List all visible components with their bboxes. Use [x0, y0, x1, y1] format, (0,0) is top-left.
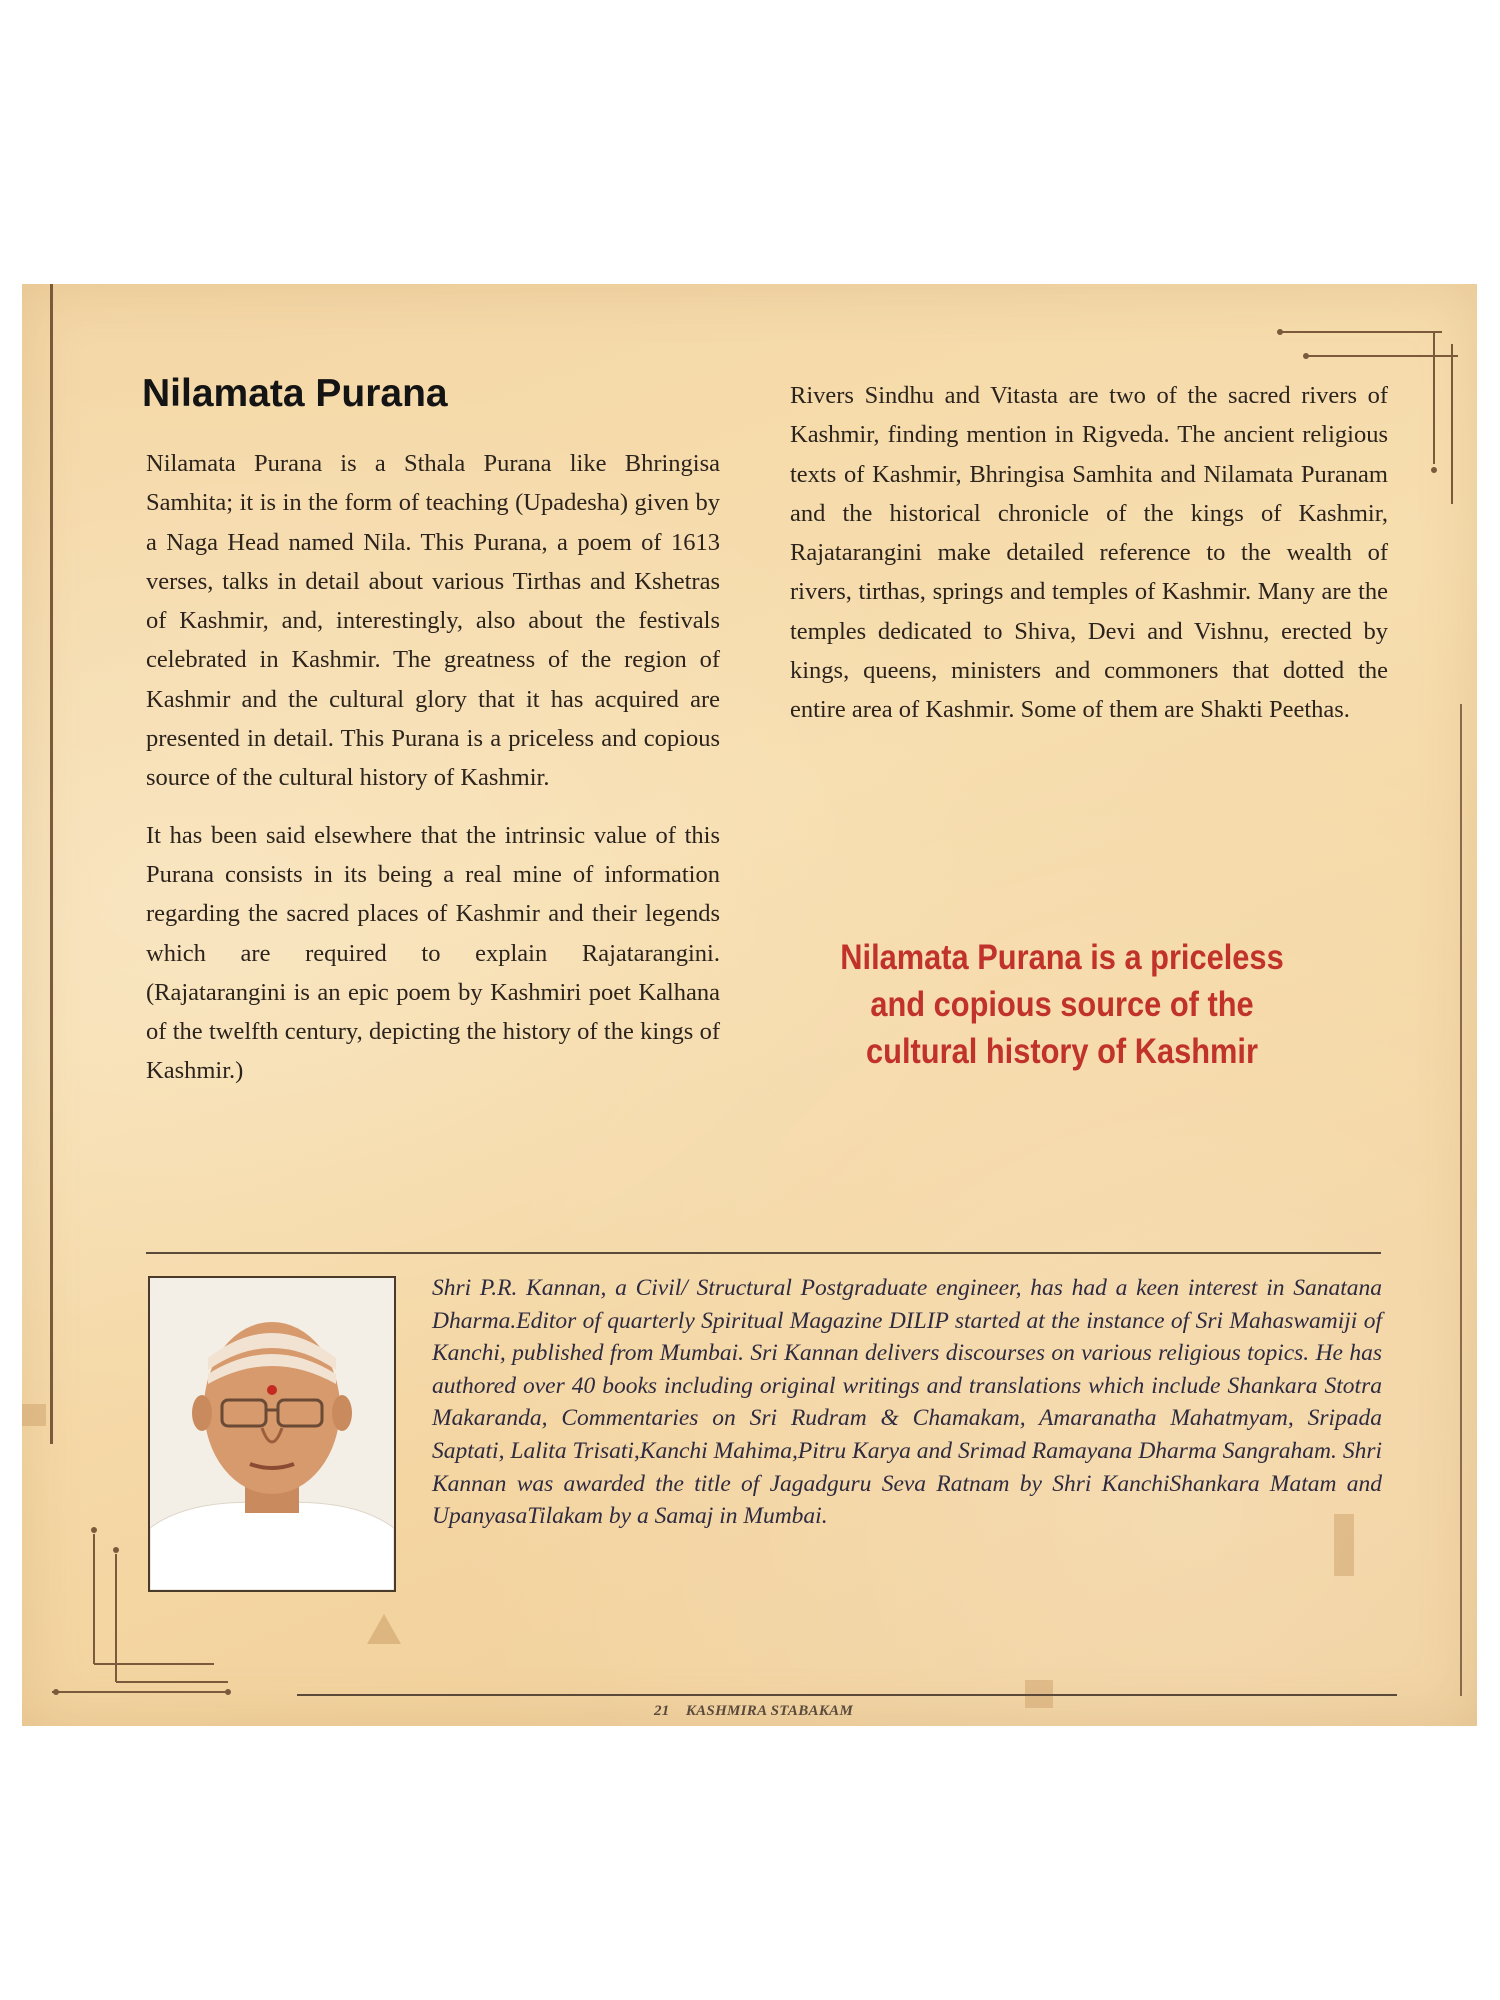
right-column: [790, 376, 1388, 730]
decorative-triangle: [367, 1614, 401, 1644]
section-divider: [146, 1252, 1381, 1254]
paragraph-rivers: Rivers Sindhu and Vitasta are two of the sacred rivers of Kashmir, finding mention in Rigveda. The ancient religious texts of Kashmir, Bhringisa Samhita and Nilamata Puranam and the historical chronicle of the kings of Kashmir, Rajatarangini make detailed reference to the wealth of rivers, tirthas, springs and temples of Kashmir. Many are the temples dedicated to Shiva, Devi and Vishnu, erected by kings, queens, ministers and commoners that dotted the entire area of Kashmir. Some of them are Shakti Peethas.: [790, 382, 1388, 724]
publication-name: KASHMIRA STABAKAM: [685, 1703, 854, 1719]
right-frame-line: [1460, 704, 1462, 1696]
page-footer: [654, 1703, 853, 1720]
paragraph-intro: Nilamata Purana is a Sthala Purana like Bhringisa Samhita; it is in the form of teaching (Upadesha) given by a Naga Head named Nila. This Purana, a poem of 1613 verses, talks in detail about various Tirthas and Kshetras of Kashmir, and, interestingly, also about the festivals celebrated in Kashmir. The greatness of the region of Kashmir and the cultural glory that it has acquired are presented in detail. This Purana is a priceless and copious source of the cultural history of Kashmir.: [146, 450, 720, 792]
author-bio: Shri P.R. Kannan, a Civil/ Structural Postgraduate engineer, has had a keen interest in Sanatana Dharma.Editor of quarterly Spiritual Magazine DILIP started at the instance of Sri Mahaswamiji of Kanchi, published from Mumbai. Sri Kannan delivers discourses on various religious topics. He has authored over 40 books including original writings and translations which include Shankara Stotra Makaranda, Commentaries on Sri Rudram & Chamakam, Amaranatha Mahatmyam, Sripada Saptati, Lalita Trisati,Kanchi Mahima,Pitru Karya and Srimad Ramayana Dharma Sangraham. Shri Kannan was awarded the title of Jagadguru Seva Ratnam by Shri KanchiShankara Matam and UpanyasaTilakam by a Samaj in Mumbai.: [432, 1275, 1382, 1530]
article-title: Nilamata Purana: [142, 372, 448, 415]
author-photo: [148, 1276, 396, 1592]
author-portrait-icon: [150, 1278, 394, 1590]
pull-quote: Nilamata Purana is a priceless and copious source of the cultural history of Kashmir: [840, 938, 1284, 1071]
paragraph-rajatarangini: It has been said elsewhere that the intrinsic value of this Purana consists in its being a real mine of information regarding the sacred places of Kashmir and their legends which are required to explain Rajatarangini. (Rajatarangini is an epic poem by Kashmiri poet Kalhana of the twelfth century, depicting the history of the kings of Kashmir.): [146, 821, 720, 1085]
page-number: 21: [654, 1703, 670, 1719]
decorative-square: [22, 1404, 46, 1426]
magazine-page: [22, 284, 1477, 1726]
left-column: [146, 444, 720, 1091]
left-frame-line: [50, 284, 53, 1444]
footer-rule: [297, 1694, 1397, 1696]
